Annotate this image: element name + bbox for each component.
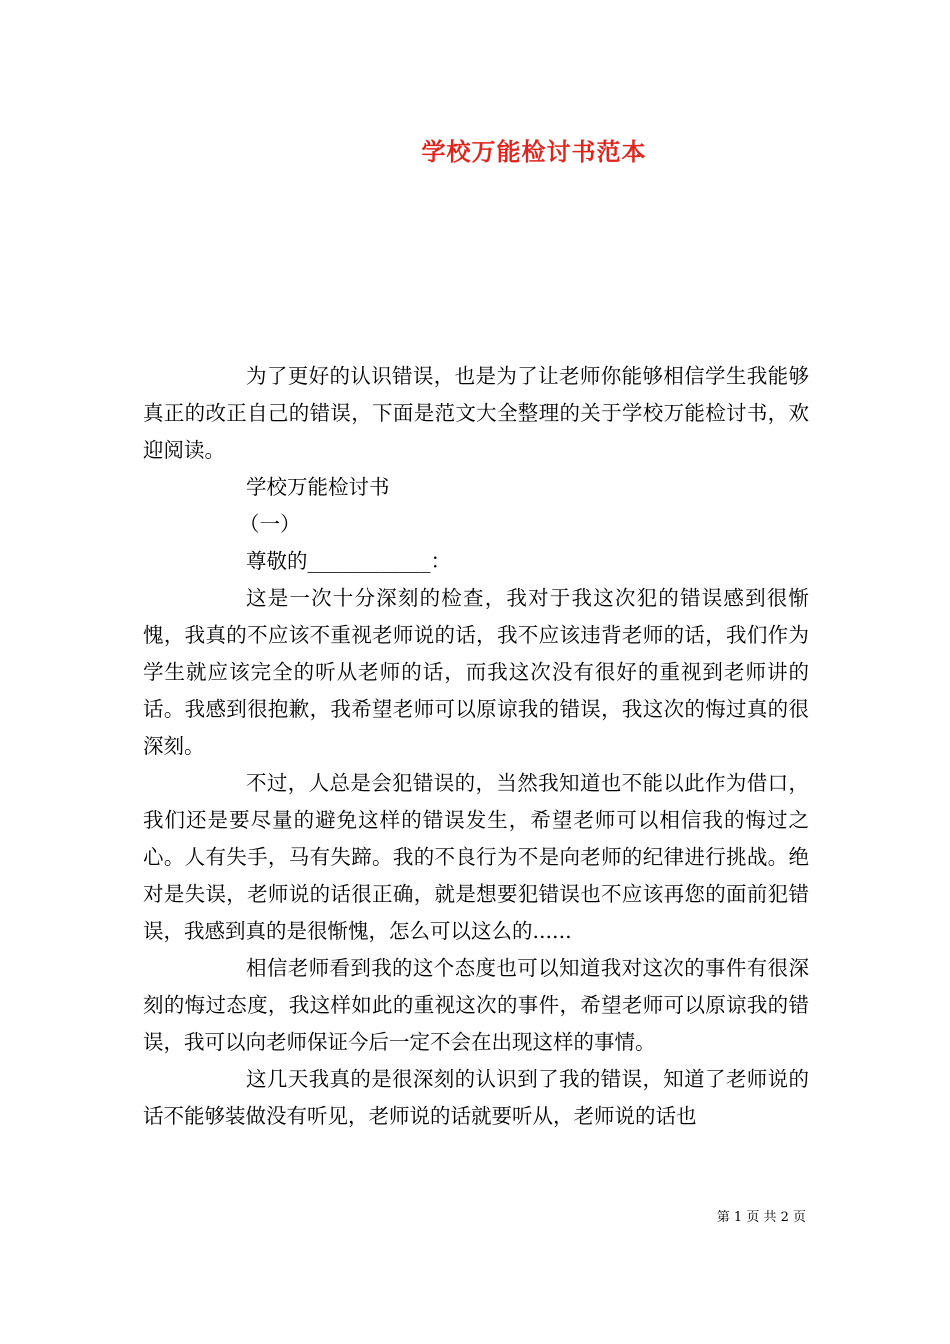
intro-paragraph: 为了更好的认识错误，也是为了让老师你能够相信学生我能够真正的改正自己的错误，下面是范文大全整理的关于学校万能检讨书，欢迎阅读。 [143, 364, 809, 462]
body-paragraph-2: 不过，人总是会犯错误的，当然我知道也不能以此作为借口，我们还是要尽量的避免这样的错误发生，希望老师可以相信我的悔过之心。人有失手，马有失蹄。我的不良行为不是向老师的纪律进行挑战。绝对是失误，老师说的话很正确，就是想要犯错误也不应该再您的面前犯错误，我感到真的是很惭愧，怎么可以这么的...... [143, 771, 809, 943]
document-title: 学校万能检讨书范本 [421, 137, 647, 166]
subtitle: 学校万能检讨书 [246, 475, 390, 499]
page-indicator: 第 1 页 共 2 页 [716, 1210, 806, 1225]
section-label: （一） [239, 512, 301, 536]
salutation: 尊敬的____________： [246, 549, 451, 573]
document-body [143, 358, 809, 1135]
body-paragraph-1: 这是一次十分深刻的检查，我对于我这次犯的错误感到很惭愧，我真的不应该不重视老师说的话，我不应该违背老师的话，我们作为学生就应该完全的听从老师的话，而我这次没有很好的重视到老师讲的话。我感到很抱歉，我希望老师可以原谅我的错误，我这次的悔过真的很深刻。 [143, 586, 809, 758]
body-paragraph-4: 这几天我真的是很深刻的认识到了我的错误，知道了老师说的话不能够装做没有听见，老师说的话就要听从，老师说的话也 [143, 1067, 809, 1128]
body-paragraph-3: 相信老师看到我的这个态度也可以知道我对这次的事件有很深刻的悔过态度，我这样如此的重视这次的事件，希望老师可以原谅我的错误，我可以向老师保证今后一定不会在出现这样的事情。 [143, 956, 809, 1054]
